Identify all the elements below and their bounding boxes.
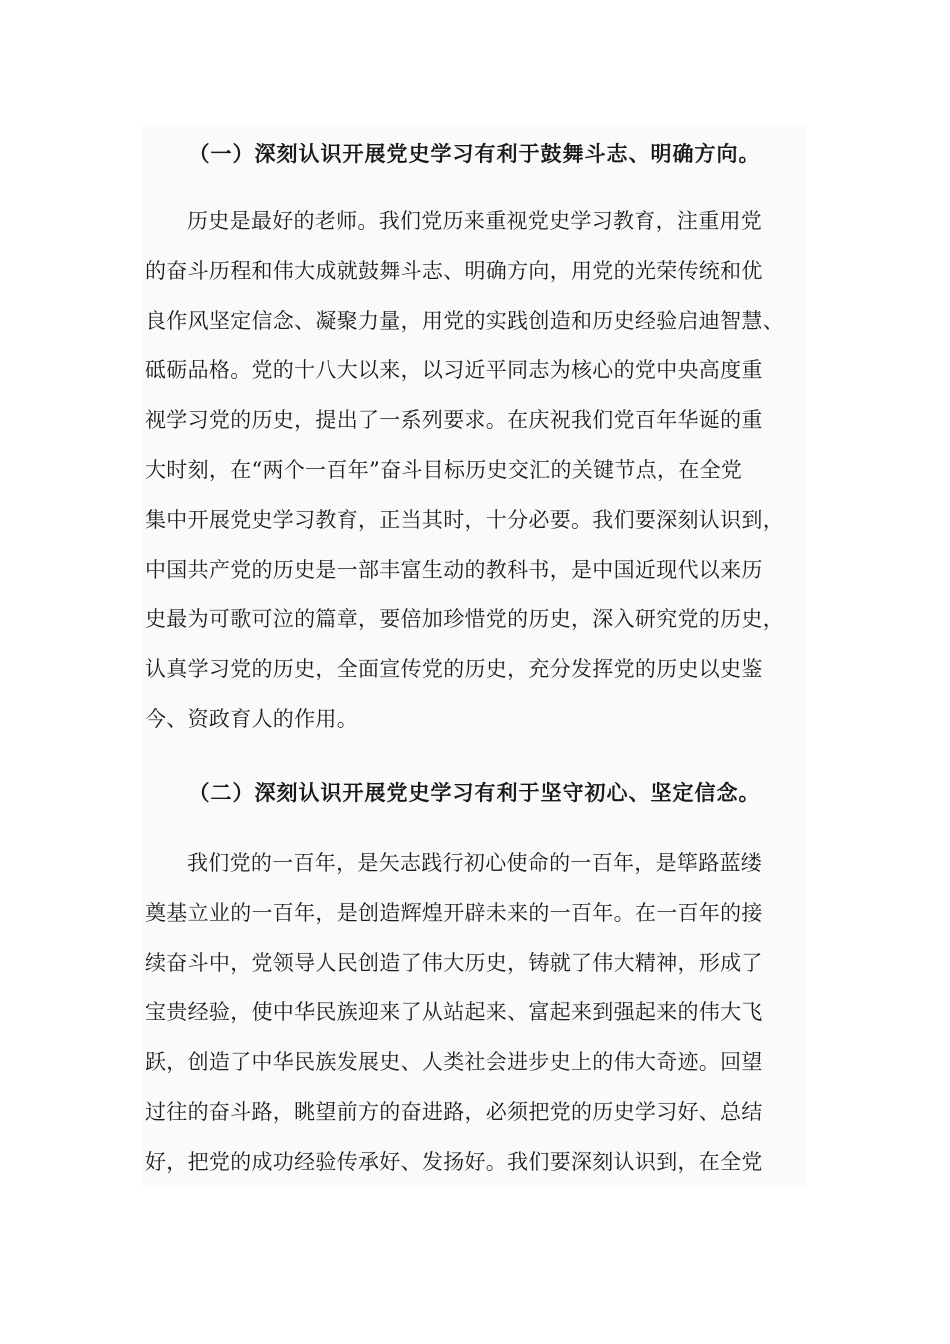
paragraph-line: 宝贵经验，使中华民族迎来了从站起来、富起来到强起来的伟大飞: [145, 1000, 763, 1025]
paragraph-line: 砥砺品格。党的十八大以来，以习近平同志为核心的党中央高度重: [145, 358, 763, 383]
paragraph-line: 中国共产党的历史是一部丰富生动的教科书，是中国近现代以来历: [145, 557, 763, 582]
paragraph-line: 过往的奋斗路，眺望前方的奋进路，必须把党的历史学习好、总结: [145, 1099, 763, 1124]
paragraph-line: 跃，创造了中华民族发展史、人类社会进步史上的伟大奇迹。回望: [145, 1050, 763, 1075]
paragraph-line: 史最为可歌可泣的篇章，要倍加珍惜党的历史，深入研究党的历史，: [145, 607, 784, 632]
paragraph-line: 良作风坚定信念、凝聚力量，用党的实践创造和历史经验启迪智慧、: [145, 308, 784, 333]
section-1-paragraph: [145, 197, 807, 745]
document-body: [143, 125, 806, 1187]
paragraph-line: 的奋斗历程和伟大成就鼓舞斗志、明确方向，用党的光荣传统和优: [145, 258, 763, 283]
section-2-heading: （二）深刻认识开展党史学习有利于坚守初心、坚定信念。: [188, 780, 761, 805]
paragraph-line: 集中开展党史学习教育，正当其时，十分必要。我们要深刻认识到，: [145, 507, 784, 532]
section-1-heading: （一）深刻认识开展党史学习有利于鼓舞斗志、明确方向。: [188, 141, 761, 166]
paragraph-line: 认真学习党的历史，全面宣传党的历史，充分发挥党的历史以史鉴: [145, 657, 763, 682]
paragraph-line: 续奋斗中，党领导人民创造了伟大历史，铸就了伟大精神，形成了: [145, 950, 763, 975]
paragraph-line: 我们党的一百年，是矢志践行初心使命的一百年，是筚路蓝缕: [187, 851, 763, 875]
paragraph-line: 视学习党的历史，提出了一系列要求。在庆祝我们党百年华诞的重: [145, 408, 763, 433]
paragraph-line: 今、资政育人的作用。: [145, 706, 358, 731]
paragraph-line: 奠基立业的一百年，是创造辉煌开辟未来的一百年。在一百年的接: [145, 900, 763, 925]
section-2-paragraph: [145, 839, 807, 1188]
paragraph-line: 大时刻，在“两个一百年”奋斗目标历史交汇的关键节点，在全党: [145, 457, 743, 482]
paragraph-line: 好，把党的成功经验传承好、发扬好。我们要深刻认识到，在全党: [145, 1149, 763, 1174]
paragraph-line: 历史是最好的老师。我们党历来重视党史学习教育，注重用党: [187, 209, 763, 233]
